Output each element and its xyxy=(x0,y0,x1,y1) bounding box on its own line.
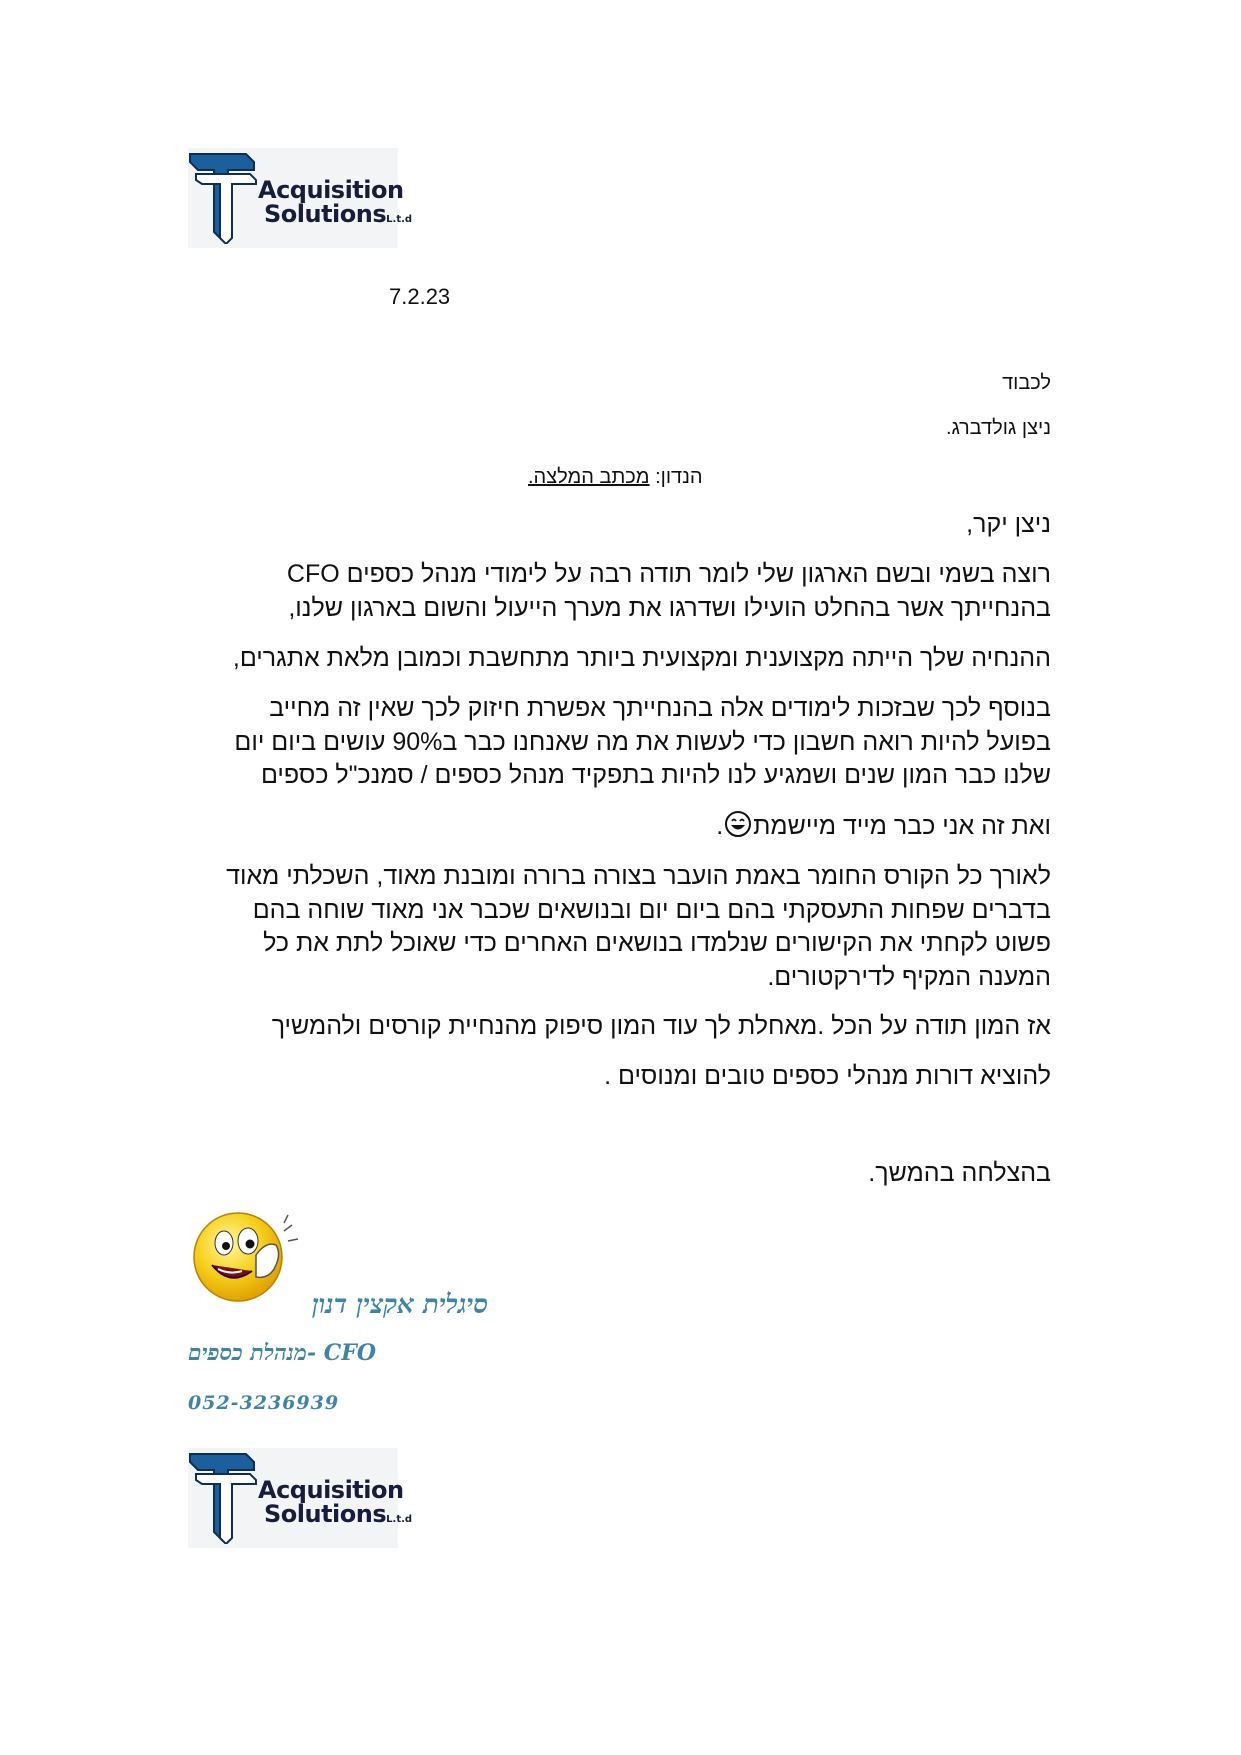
logo-mark-icon xyxy=(188,1452,258,1544)
smiley-emoji-icon xyxy=(724,810,752,848)
company-logo xyxy=(188,148,413,248)
paragraph-4: ואת זה אני כבר מייד מיישמת. xyxy=(716,810,1051,848)
letter-date: 7.2.23 xyxy=(389,284,451,309)
logo-line-solutions: SolutionsL.t.d xyxy=(264,200,413,228)
greeting: ניצן יקר, xyxy=(966,510,1051,538)
recipient-name: ניצן גולדברג. xyxy=(945,417,1051,439)
logo-line-solutions: SolutionsL.t.d xyxy=(264,1500,413,1528)
subject-line xyxy=(528,466,703,489)
logo-suffix: L.t.d xyxy=(386,1514,413,1525)
signature-phone: 052-3236939 xyxy=(188,1392,340,1414)
logo-mark-icon xyxy=(188,152,258,244)
waving-smiley-icon xyxy=(188,1205,308,1305)
signature-title: מנהלת כספים- CFO xyxy=(188,1340,377,1366)
paragraph-5: לאורך כל הקורס החומר באמת הועבר בצורה ברורה ומובנת מאוד, השכלתי מאוד בדברים שפחות התעסקתי בהם ביום יום ובנושאים שכבר אני מאוד שוחה בהם פשוט לקחתי את הקישורים שנלמדו בנושאים האחרים כדי שאוכל לתת את כל המענה המקיף לדירקטורים. xyxy=(226,862,1051,991)
paragraph-6: אז המון תודה על הכל .מאחלת לך עוד המון סיפוק מהנחיית קורסים ולהמשיך xyxy=(271,1012,1051,1040)
logo-suffix: L.t.d xyxy=(386,214,413,225)
to-label: לכבוד xyxy=(1002,372,1051,394)
paragraph-1: רוצה בשמי ובשם הארגון שלי לומר תודה רבה על לימודי מנהל כספים CFO בהנחייתך אשר בהחלט הועילו ושדרגו את מערך הייעול והשום בארגון שלנו, xyxy=(286,560,1051,622)
subject-value: מכתב המלצה. xyxy=(528,466,650,488)
company-logo-footer xyxy=(188,1448,413,1548)
paragraph-3: בנוסף לכך שבזכות לימודים אלה בהנחייתך אפשרת חיזוק לכך שאין זה מחייב בפועל להיות רואה חשבון כדי לעשות את מה שאנחנו כבר ב90% עושים ביום יום שלנו כבר המון שנים ושמגיע לנו להיות בתפקיד מנהל כספים / סמנכ"ל כספים xyxy=(234,694,1051,789)
paragraph-2: ההנחיה שלך הייתה מקצוענית ומקצועית ביותר מתחשבת וכמובן מלאת אתגרים, xyxy=(232,644,1051,672)
paragraph-7: להוציא דורות מנהלי כספים טובים ומנוסים . xyxy=(604,1062,1051,1090)
subject-label: הנדון: xyxy=(655,466,703,488)
logo-line-acquisition: Acquisition xyxy=(258,176,404,204)
closing-line: בהצלחה בהמשך. xyxy=(868,1159,1051,1187)
logo-line-acquisition: Acquisition xyxy=(258,1476,404,1504)
signature-name: סיגלית אקצין דנון xyxy=(312,1290,489,1320)
